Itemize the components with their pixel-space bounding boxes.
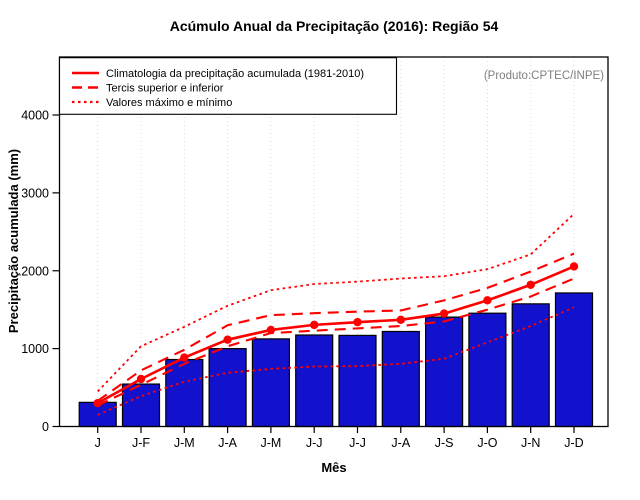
legend <box>60 58 397 115</box>
bar-J-J-5 <box>296 335 333 427</box>
y-tick-label: 1000 <box>21 342 49 357</box>
climatology-point <box>180 353 188 361</box>
bar-J-J-6 <box>339 335 376 426</box>
y-tick-label: 4000 <box>21 108 49 123</box>
x-axis-title: Mês <box>321 460 347 475</box>
bar-J-D-11 <box>556 293 593 427</box>
climatology-point <box>527 281 535 289</box>
y-tick-label: 0 <box>42 420 49 434</box>
bar-J-M-4 <box>252 339 289 427</box>
chart-title: Acúmulo Anual da Precipitação (2016): Região 54 <box>169 18 499 34</box>
legend-label-max-min: Valores máximo e mínimo <box>106 97 233 109</box>
climatology-point <box>483 296 491 304</box>
x-tick-label: J-A <box>218 436 237 450</box>
climatology-point <box>137 375 145 383</box>
climatology-point <box>310 321 318 329</box>
bar-J-A-7 <box>382 331 419 426</box>
bar-J-S-8 <box>426 317 463 426</box>
x-tick-label: J-F <box>131 436 151 450</box>
climatology-point <box>570 262 578 270</box>
x-tick-label: J-A <box>391 436 411 450</box>
climatology-point <box>353 318 361 326</box>
legend-label-climatology: Climatologia da precipitação acumulada (1981-2010) <box>106 68 365 80</box>
climatology-point <box>397 316 405 324</box>
x-tick-label: J-N <box>520 436 541 450</box>
legend-label-tercis: Tercis superior e inferior <box>106 82 224 95</box>
y-tick-label: 3000 <box>21 186 49 201</box>
bar-J-A-3 <box>209 349 246 427</box>
x-tick-label: J-S <box>434 436 454 450</box>
x-tick-label: J-M <box>173 436 195 450</box>
x-tick-label: J <box>94 436 101 450</box>
x-tick-label: J-J <box>349 436 366 450</box>
y-tick-label: 2000 <box>21 264 49 279</box>
climatology-point <box>440 309 448 317</box>
x-tick-label: J-D <box>564 436 584 450</box>
bar-J-O-9 <box>469 313 506 426</box>
y-axis-title: Precipitação acumulada (mm) <box>6 148 21 334</box>
bar-J-N-10 <box>512 304 549 427</box>
x-tick-label: J-O <box>477 436 498 450</box>
climatology-point <box>223 335 231 343</box>
x-tick-label: J-J <box>305 436 323 450</box>
producer-annotation: (Produto:CPTEC/INPE) <box>483 70 604 82</box>
bar-J-F-1 <box>123 384 160 426</box>
x-tick-label: J-M <box>260 436 282 450</box>
